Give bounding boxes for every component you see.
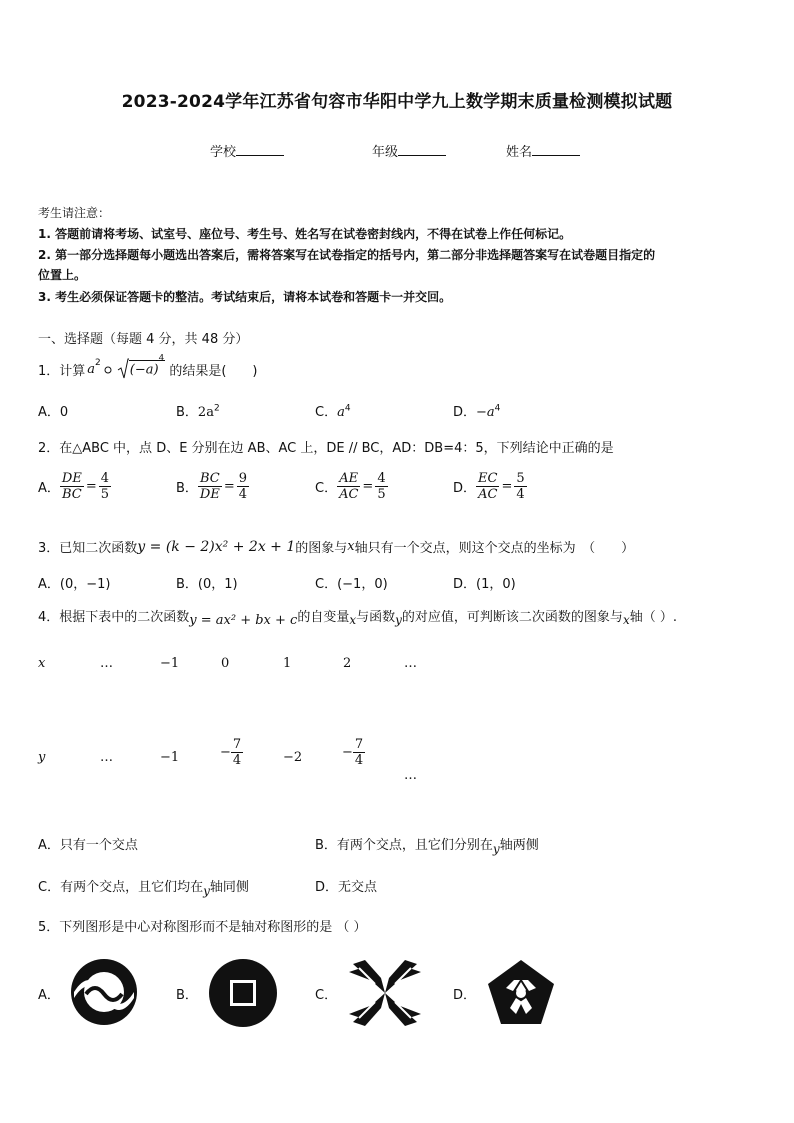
q2-c-rden: 5 xyxy=(377,487,386,502)
table-cell: … xyxy=(404,768,417,783)
q2-d-den: AC xyxy=(478,487,498,502)
q2-option-d[interactable]: D． $\frac{EC}{AC}$ = $\frac{5}{4}$ xyxy=(453,471,525,502)
q2-a-fraction-left xyxy=(60,472,84,501)
q5-option-a-label[interactable]: A． xyxy=(38,988,60,1003)
q2-b-num: BC xyxy=(200,471,220,486)
table-cell: … xyxy=(404,656,417,671)
q1-option-c-exp: 4 xyxy=(344,403,351,414)
q3-x: x xyxy=(347,539,355,554)
q4-b-text2: 轴两侧 xyxy=(499,838,539,853)
name-blank[interactable] xyxy=(532,143,580,156)
notice-heading: 考生请注意： xyxy=(38,206,111,220)
table-cell: −2 xyxy=(283,750,303,765)
frac-num: 7 xyxy=(354,737,364,752)
page-title: 2023-2024学年江苏省句容市华阳中学九上数学期末质量检测模拟试题 xyxy=(121,92,673,112)
q4-c-y: y xyxy=(203,884,210,898)
question-4 xyxy=(38,606,677,628)
q5-option-c-label[interactable]: C． xyxy=(315,988,338,1003)
notice-item-1: 1. 答题前请将考场、试室号、座位号、考生号、姓名写在试卷密封线内，不得在试卷上作任何标记。 xyxy=(38,227,572,241)
q1-option-d[interactable] xyxy=(453,401,500,420)
q2-option-b[interactable]: B． $\frac{BC}{DE}$ = $\frac{9}{4}$ xyxy=(176,471,248,502)
notice-item-2: 2. 第一部分选择题每小题选出答案后，需将答案写在试卷指定的括号内，第二部分非选择题答案写在试卷题目指定的 xyxy=(38,248,656,262)
q4-option-d[interactable]: D．无交点 xyxy=(315,880,378,895)
q5-option-d-label[interactable]: D． xyxy=(453,988,477,1003)
table-fraction xyxy=(353,738,365,767)
q2-a-num: DE xyxy=(61,471,82,486)
q2-b-rden: 4 xyxy=(238,487,248,502)
q3-option-a[interactable]: A．(0，−1) xyxy=(38,577,111,592)
q1-option-b[interactable] xyxy=(176,401,220,420)
q4-middle2: 与函数 xyxy=(356,610,396,625)
q2-b-label: B． xyxy=(176,481,198,496)
q1-option-d-value: −a xyxy=(476,405,495,420)
q2-d-rnum: 5 xyxy=(516,471,525,486)
frac-den: 4 xyxy=(232,753,242,768)
q3-middle: 的图象与 xyxy=(295,541,348,556)
q2-c-den: AC xyxy=(339,487,359,502)
question-2: 2．在△ABC 中，点 D、E 分别在边 AB、AC 上，DE // BC，AD：DB=4：5，下列结论中正确的是 xyxy=(38,441,614,456)
q2-a-rnum: 4 xyxy=(100,471,110,486)
school-field[interactable] xyxy=(210,141,284,160)
table-cell: 0 xyxy=(221,656,230,671)
table-row-x-label: x xyxy=(38,656,46,671)
name-label: 姓名 xyxy=(506,145,533,160)
table-cell: −1 xyxy=(160,750,180,765)
table-cell: 2 xyxy=(343,656,352,671)
q5-figure-c-icon[interactable] xyxy=(345,958,425,1028)
q5-figure-a-icon[interactable] xyxy=(70,958,138,1026)
q2-d-rden: 4 xyxy=(516,487,525,502)
q5-figure-d-icon[interactable] xyxy=(486,958,556,1028)
q4-prefix: 4．根据下表中的二次函数 xyxy=(38,610,190,625)
q4-x: x xyxy=(349,612,357,627)
table-cell: … xyxy=(100,656,113,671)
q2-b-fraction-left xyxy=(198,472,222,501)
q4-b-text: B．有两个交点，且它们分别在 xyxy=(315,838,493,853)
notice-item-2-cont: 位置上。 xyxy=(38,268,87,282)
q2-d-fraction-left xyxy=(476,472,499,501)
q2-a-fraction-right xyxy=(99,472,111,501)
q1-option-a[interactable]: A．0 xyxy=(38,405,69,420)
name-field[interactable] xyxy=(506,141,580,160)
q3-option-d[interactable]: D．(1，0) xyxy=(453,577,516,592)
q2-a-label: A． xyxy=(38,481,60,496)
q1-dot-icon xyxy=(103,358,117,380)
q2-d-fraction-right xyxy=(514,472,526,501)
q4-b-y: y xyxy=(492,842,500,856)
question-1 xyxy=(38,354,258,380)
q1-radical-icon xyxy=(117,358,129,380)
q4-x2: x xyxy=(622,612,630,627)
q1-option-d-exp: 4 xyxy=(494,403,501,414)
q2-c-label: C． xyxy=(315,481,338,496)
q2-option-c[interactable]: C． $\frac{AE}{AC}$ = $\frac{4}{5}$ xyxy=(315,471,386,502)
q5-figure-b-icon[interactable] xyxy=(208,958,278,1028)
frac-num: 7 xyxy=(232,737,242,752)
table-cell: −1 xyxy=(160,656,180,671)
neg-sign: − xyxy=(220,745,231,760)
question-3 xyxy=(38,537,634,556)
q4-middle1: 的自变量 xyxy=(297,610,350,625)
grade-label: 年级 xyxy=(372,145,399,160)
table-cell xyxy=(342,738,365,767)
q2-a-den: BC xyxy=(61,487,82,502)
q1-option-c-label: C． xyxy=(315,405,338,420)
q1-exp4: 4 xyxy=(158,354,165,365)
q3-option-b[interactable]: B．(0，1) xyxy=(176,577,238,592)
q4-option-b[interactable] xyxy=(315,834,539,856)
q2-c-fraction-left xyxy=(337,472,360,501)
q2-c-fraction-right xyxy=(375,472,387,501)
q3-prefix: 3．已知二次函数 xyxy=(38,541,138,556)
section-heading: 一、选择题（每题 4 分，共 48 分） xyxy=(38,332,249,347)
neg-sign: − xyxy=(342,745,353,760)
q4-suffix: 轴（ ）. xyxy=(629,610,677,625)
q1-exp2: 2 xyxy=(95,358,101,368)
q1-a: a xyxy=(87,361,96,377)
table-fraction xyxy=(231,738,243,767)
q1-option-c-value: a xyxy=(337,405,345,420)
frac-den: 4 xyxy=(354,753,364,768)
q1-option-d-label: D． xyxy=(453,405,477,420)
q2-b-den: DE xyxy=(199,487,220,502)
q3-formula: y = (k − 2)x² + 2x + 1 xyxy=(137,538,296,555)
q4-c-text: C．有两个交点，且它们均在 xyxy=(38,880,204,895)
q1-option-b-value: 2a xyxy=(197,405,214,420)
q2-a-rden: 5 xyxy=(100,487,110,502)
school-blank[interactable] xyxy=(236,143,284,156)
q1-option-b-label: B． xyxy=(176,405,198,420)
table-row-y-label: y xyxy=(38,750,46,765)
table-cell xyxy=(220,738,243,767)
question-5: 5．下列图形是中心对称图形而不是轴对称图形的是 （ ） xyxy=(38,920,367,935)
q1-radicand xyxy=(129,354,166,378)
q2-c-num: AE xyxy=(339,471,359,486)
grade-field[interactable] xyxy=(372,141,446,160)
table-cell: … xyxy=(100,750,113,765)
q1-option-c[interactable] xyxy=(315,401,351,420)
q2-b-fraction-right xyxy=(237,472,249,501)
q3-option-c[interactable]: C．(−1，0) xyxy=(315,577,388,592)
q4-formula: y = ax² + bx + c xyxy=(189,613,298,628)
q2-d-label: D． xyxy=(453,481,477,496)
q4-option-a[interactable]: A．只有一个交点 xyxy=(38,838,138,853)
notice-item-3: 3. 考生必须保证答题卡的整洁。考试结束后，请将本试卷和答题卡一并交回。 xyxy=(38,290,452,304)
q1-suffix: 的结果是( ) xyxy=(169,363,258,379)
q3-suffix: 轴只有一个交点，则这个交点的坐标为 （ ） xyxy=(354,541,635,556)
q1-inner: (−a) xyxy=(129,362,159,378)
q1-option-b-exp: 2 xyxy=(213,403,220,414)
q5-option-b-label[interactable]: B． xyxy=(176,988,198,1003)
q2-option-a[interactable]: A． $\frac{DE}{BC}$ = $\frac{4}{5}$ xyxy=(38,471,110,502)
q1-prefix: 1．计算 xyxy=(38,363,86,379)
table-cell: 1 xyxy=(283,656,292,671)
q4-option-c[interactable] xyxy=(38,876,249,898)
q4-middle3: 的对应值，可判断该二次函数的图象与 xyxy=(401,610,623,625)
q2-d-num: EC xyxy=(478,471,498,486)
school-label: 学校 xyxy=(210,145,237,160)
q2-c-rnum: 4 xyxy=(377,471,386,486)
q4-y: y xyxy=(395,612,402,627)
q2-b-rnum: 9 xyxy=(238,471,248,486)
grade-blank[interactable] xyxy=(398,143,446,156)
q4-c-text2: 轴同侧 xyxy=(209,880,249,895)
